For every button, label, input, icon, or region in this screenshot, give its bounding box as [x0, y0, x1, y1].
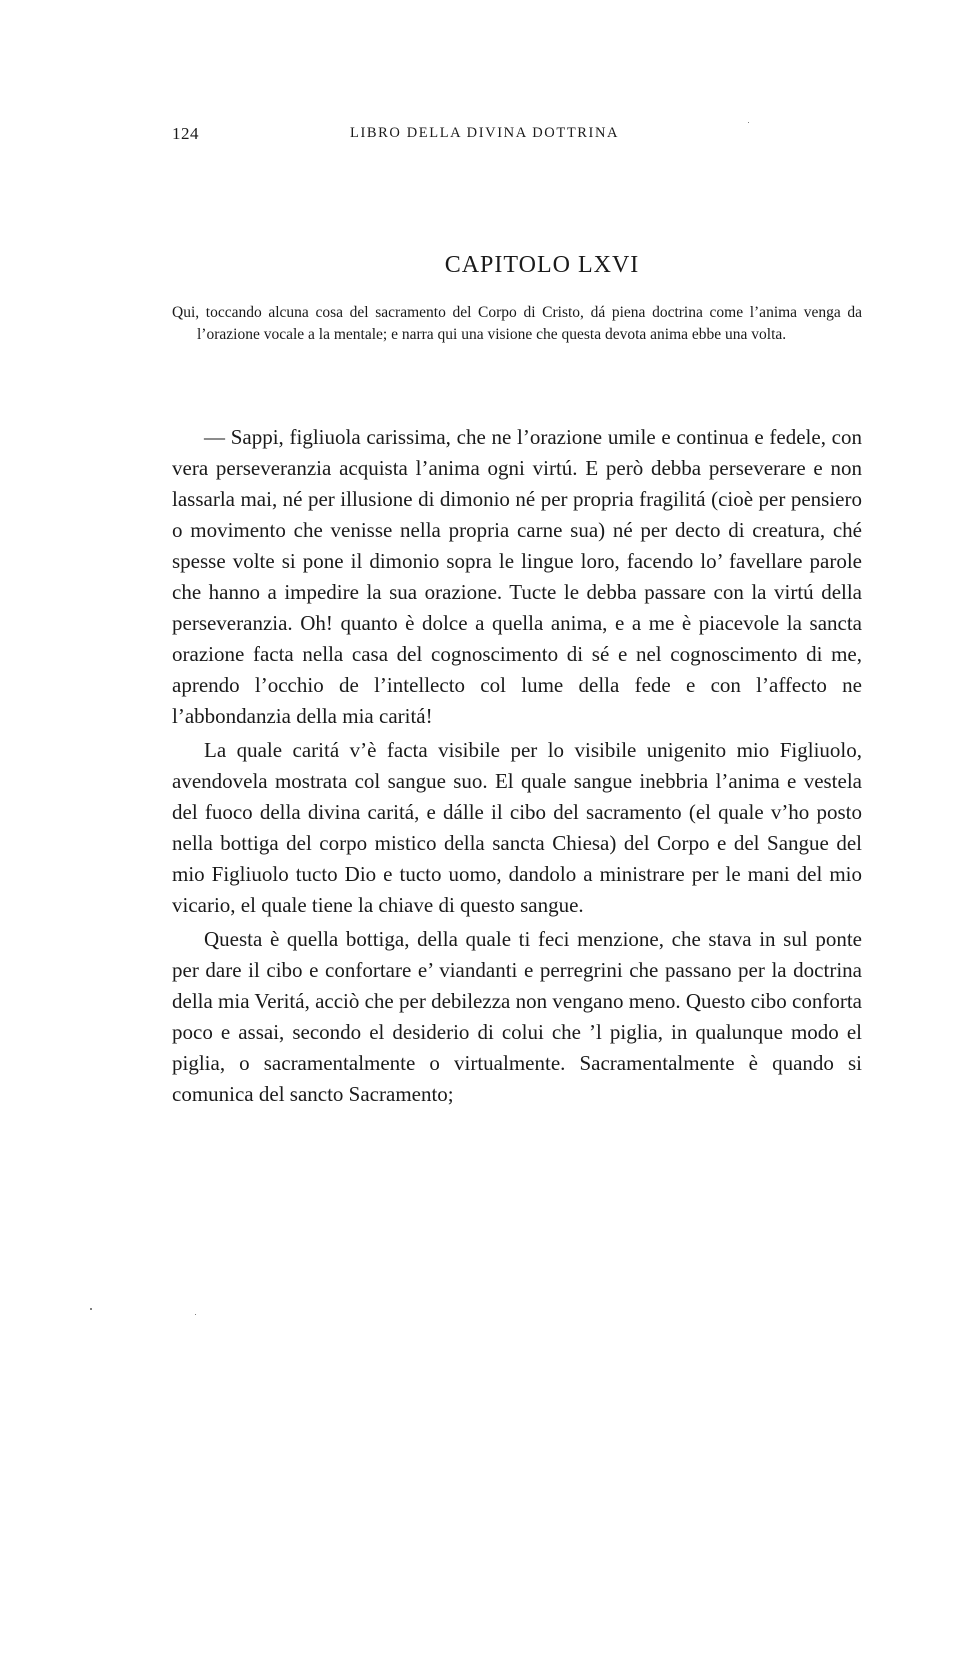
paragraph: La quale caritá v’è facta visibile per lo visibile unigenito mio Figliuolo, avendovela mostrata col sangue suo. El quale sangue inebbria l’anima e vestela del fuoco della divina caritá, e dálle il cibo del sacramento (el quale v’ho posto nella bottiga del corpo mistico della sancta Chiesa) del Corpo e del Sangue del mio Figliuolo tucto Dio e tucto uomo, dandolo a ministrare per le mani del mio vicario, el quale tiene la chiave di questo sangue.: [172, 738, 862, 917]
chapter-title: CAPITOLO LXVI: [444, 252, 640, 278]
chapter-summary: Qui, toccando alcuna cosa del sacramento del Corpo di Cristo, dá piena doctrina come l’anima venga da l’orazione vocale a la mentale; e narra qui una visione che questa devota anima ebbe una volta.: [172, 304, 862, 343]
scan-speck: [748, 122, 749, 123]
body-text: [172, 422, 862, 1110]
scan-speck: [195, 1314, 196, 1315]
paragraph: Questa è quella bottiga, della quale ti feci menzione, che stava in sul ponte per dare il cibo e confortare e’ viandanti e perregrini che passano per la doctrina della mia Veritá, acciò che per debilezza non vengano meno. Questo cibo conforta poco e assai, secondo el desiderio di colui che ’l piglia, in qualunque modo el piglia, o sacramentalmente o virtualmente. Sacramentalmente è quando si comunica del sancto Sacramento;: [172, 927, 862, 1106]
running-header: [172, 124, 862, 148]
scan-speck: [90, 1308, 92, 1310]
running-title: LIBRO DELLA DIVINA DOTTRINA: [350, 125, 620, 141]
page-number: 124: [172, 124, 199, 143]
paragraph: — Sappi, figliuola carissima, che ne l’orazione umile e continua e fedele, con vera perseveranzia acquista l’anima ogni virtú. E però debba perseverare e non lassarla mai, né per illusione di dimonio né per propria fragilitá (cioè per pensiero o movimento che venisse nella propria carne sua) né per decto di creatura, ché spesse volte si pone il dimonio sopra le lingue loro, facendo lo’ favellare parole che hanno a impedire la sua orazione. Tucte le debba passare con la virtú della perseveranzia. Oh! quanto è dolce a quella anima, e a me è piacevole la sancta orazione facta nella casa del cognoscimento di sé e nel cognoscimento di me, aprendo l’occhio de l’intellecto col lume della fede e con l’affecto ne l’abbondanzia della mia caritá!: [172, 425, 862, 728]
